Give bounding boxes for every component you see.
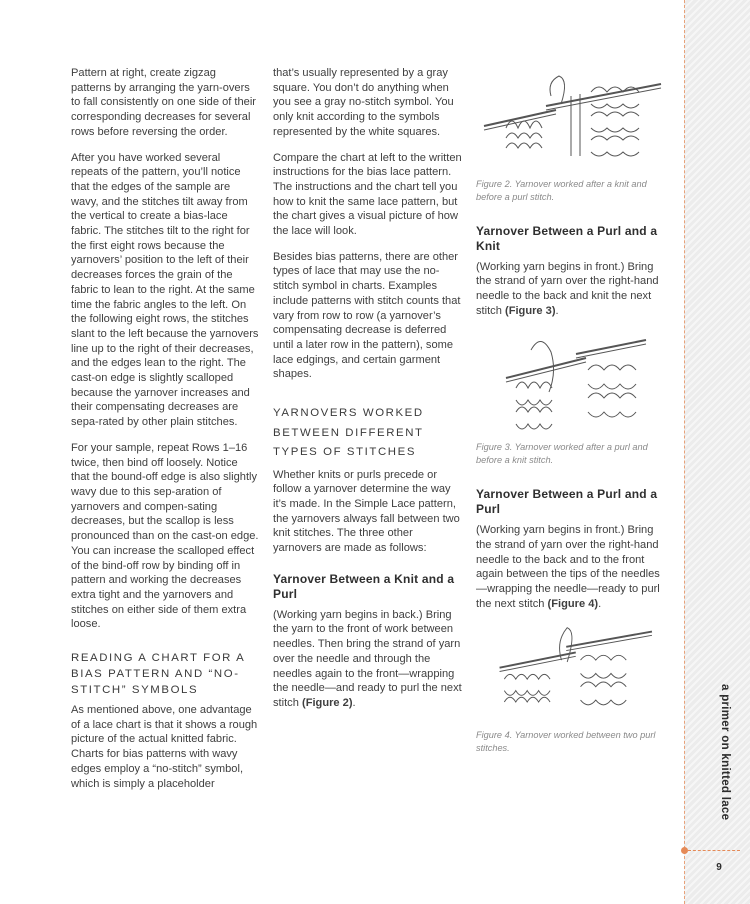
running-title: a primer on knitted lace <box>719 684 731 821</box>
page-marker-dot <box>681 847 688 854</box>
body-paragraph <box>476 523 666 611</box>
body-paragraph: After you have worked several repeats of the pattern, you’ll notice that the edges of the sample are wavy, and the stitches tilt away from the vertical to create a bias-lace fabric. The stitches tilt to the right for the first eight rows because the yarnovers’ position to the left of their decreases forces the grain of the fabric to lean to the right. At the same time the fabric angles to the left. On the following eight rows, the stitches slant to the left because the yarnovers line up to the right of their decreases, and the edges lean to the right. The cast-on edge is slightly scalloped because the yarnover increases and their compensating decreases are sepa-rated by other plain stitches. <box>71 151 259 429</box>
figure-4-illustration <box>476 622 666 722</box>
body-paragraph: Pattern at right, create zigzag patterns by arranging the yarn-overs to fall consistently on one side of their corresponding decreases for several rows before reversing the order. <box>71 67 257 138</box>
subheading-knit-purl: Yarnover Between a Knit and a Purl <box>273 571 455 601</box>
page-number: 9 <box>716 862 722 873</box>
body-paragraph: Whether knits or purls precede or follow a yarnover determine the way it’s made. In the Simple Lace pattern, the yarnovers always fall between two knit stitches. The three other yarnovers are made as follows: <box>273 468 460 555</box>
paragraph-text: (Working yarn begins in front.) Bring the strand of yarn over the right-hand needle to the back and knit the next stitch <box>476 260 659 317</box>
paragraph-tail: . <box>598 597 602 610</box>
paragraph-text: (Working yarn begins in back.) Bring the yarn to the front of work between needles. Then bring the strand of yarn over the needle and through the needles again to the front—wrapping the needle—and ready to purl the next stitch <box>273 608 462 709</box>
paragraph-tail: . <box>352 697 356 709</box>
figure-reference: (Figure 3) <box>505 304 556 317</box>
body-paragraph <box>476 260 666 319</box>
figure-2-illustration <box>476 66 666 171</box>
body-paragraph: Compare the chart at left to the written instructions for the bias lace pattern. The instructions and the chart tell you how to knit the same lace pattern, but the chart gives a visual picture of how the lace will look. <box>273 151 462 238</box>
page-number-rule <box>688 850 740 851</box>
subheading-purl-knit: Yarnover Between a Purl and a Knit <box>476 223 658 253</box>
figure-4-caption: Figure 4. Yarnover worked between two purl stitches. <box>476 730 656 754</box>
dotted-margin-line <box>684 0 685 904</box>
section-heading-yarnovers: YARNOVERS WORKED BETWEEN DIFFERENT TYPES OF STITCHES <box>273 407 424 459</box>
figure-2-caption: Figure 2. Yarnover worked after a knit and before a purl stitch. <box>476 178 647 202</box>
paragraph-text: (Working yarn begins in front.) Bring the strand of yarn over the right-hand needle to the back and to the front again between the tips of the needles—wrapping the needle—ready to purl the next stitch <box>476 524 660 610</box>
paragraph-tail: . <box>555 304 559 317</box>
text-column-middle <box>273 66 463 722</box>
text-column-right <box>476 66 666 775</box>
figure-reference: (Figure 4) <box>547 597 599 610</box>
body-paragraph: For your sample, repeat Rows 1–16 twice, then bind off loosely. Notice that the bound-off edge is also slightly wavy due to this sep-aration of yarnovers and compen-sating decreases, but the scallop is less pronounced than on the cast-on edge. You can increase the scalloped effect of the bind-off row by binding off in pattern and working the decreases extra tight and the yarnovers and stitches on either side of them extra loose. <box>71 441 259 631</box>
figure-3-caption: Figure 3. Yarnover worked after a purl and before a knit stitch. <box>476 442 648 466</box>
text-column-left <box>71 66 259 802</box>
body-paragraph: that’s usually represented by a gray square. You don’t do anything when you see a gray no-stitch symbol. You only knit according to the symbols represented by the white squares. <box>273 67 454 138</box>
figure-3-illustration <box>476 330 666 435</box>
body-paragraph <box>273 608 463 711</box>
section-heading-reading-chart: READING A CHART FOR A BIAS PATTERN AND “NO-STITCH” SYMBOLS <box>71 652 245 697</box>
subheading-purl-purl: Yarnover Between a Purl and a Purl <box>476 487 658 517</box>
body-paragraph: As mentioned above, one advantage of a lace chart is that it shows a rough picture of the actual knitted fabric. Charts for bias patterns with wavy edges employ a “no-stitch” symbol, which is simply a placeholder <box>71 704 258 790</box>
figure-reference: (Figure 2) <box>302 697 353 709</box>
body-paragraph: Besides bias patterns, there are other types of lace that may use the no-stitch symbol in charts. Examples include patterns with stitch counts that vary from row to row (a yarnover’s compensating decrease is deferred until a later row in the pattern), some lace edgings, and certain garment shapes. <box>273 250 461 381</box>
